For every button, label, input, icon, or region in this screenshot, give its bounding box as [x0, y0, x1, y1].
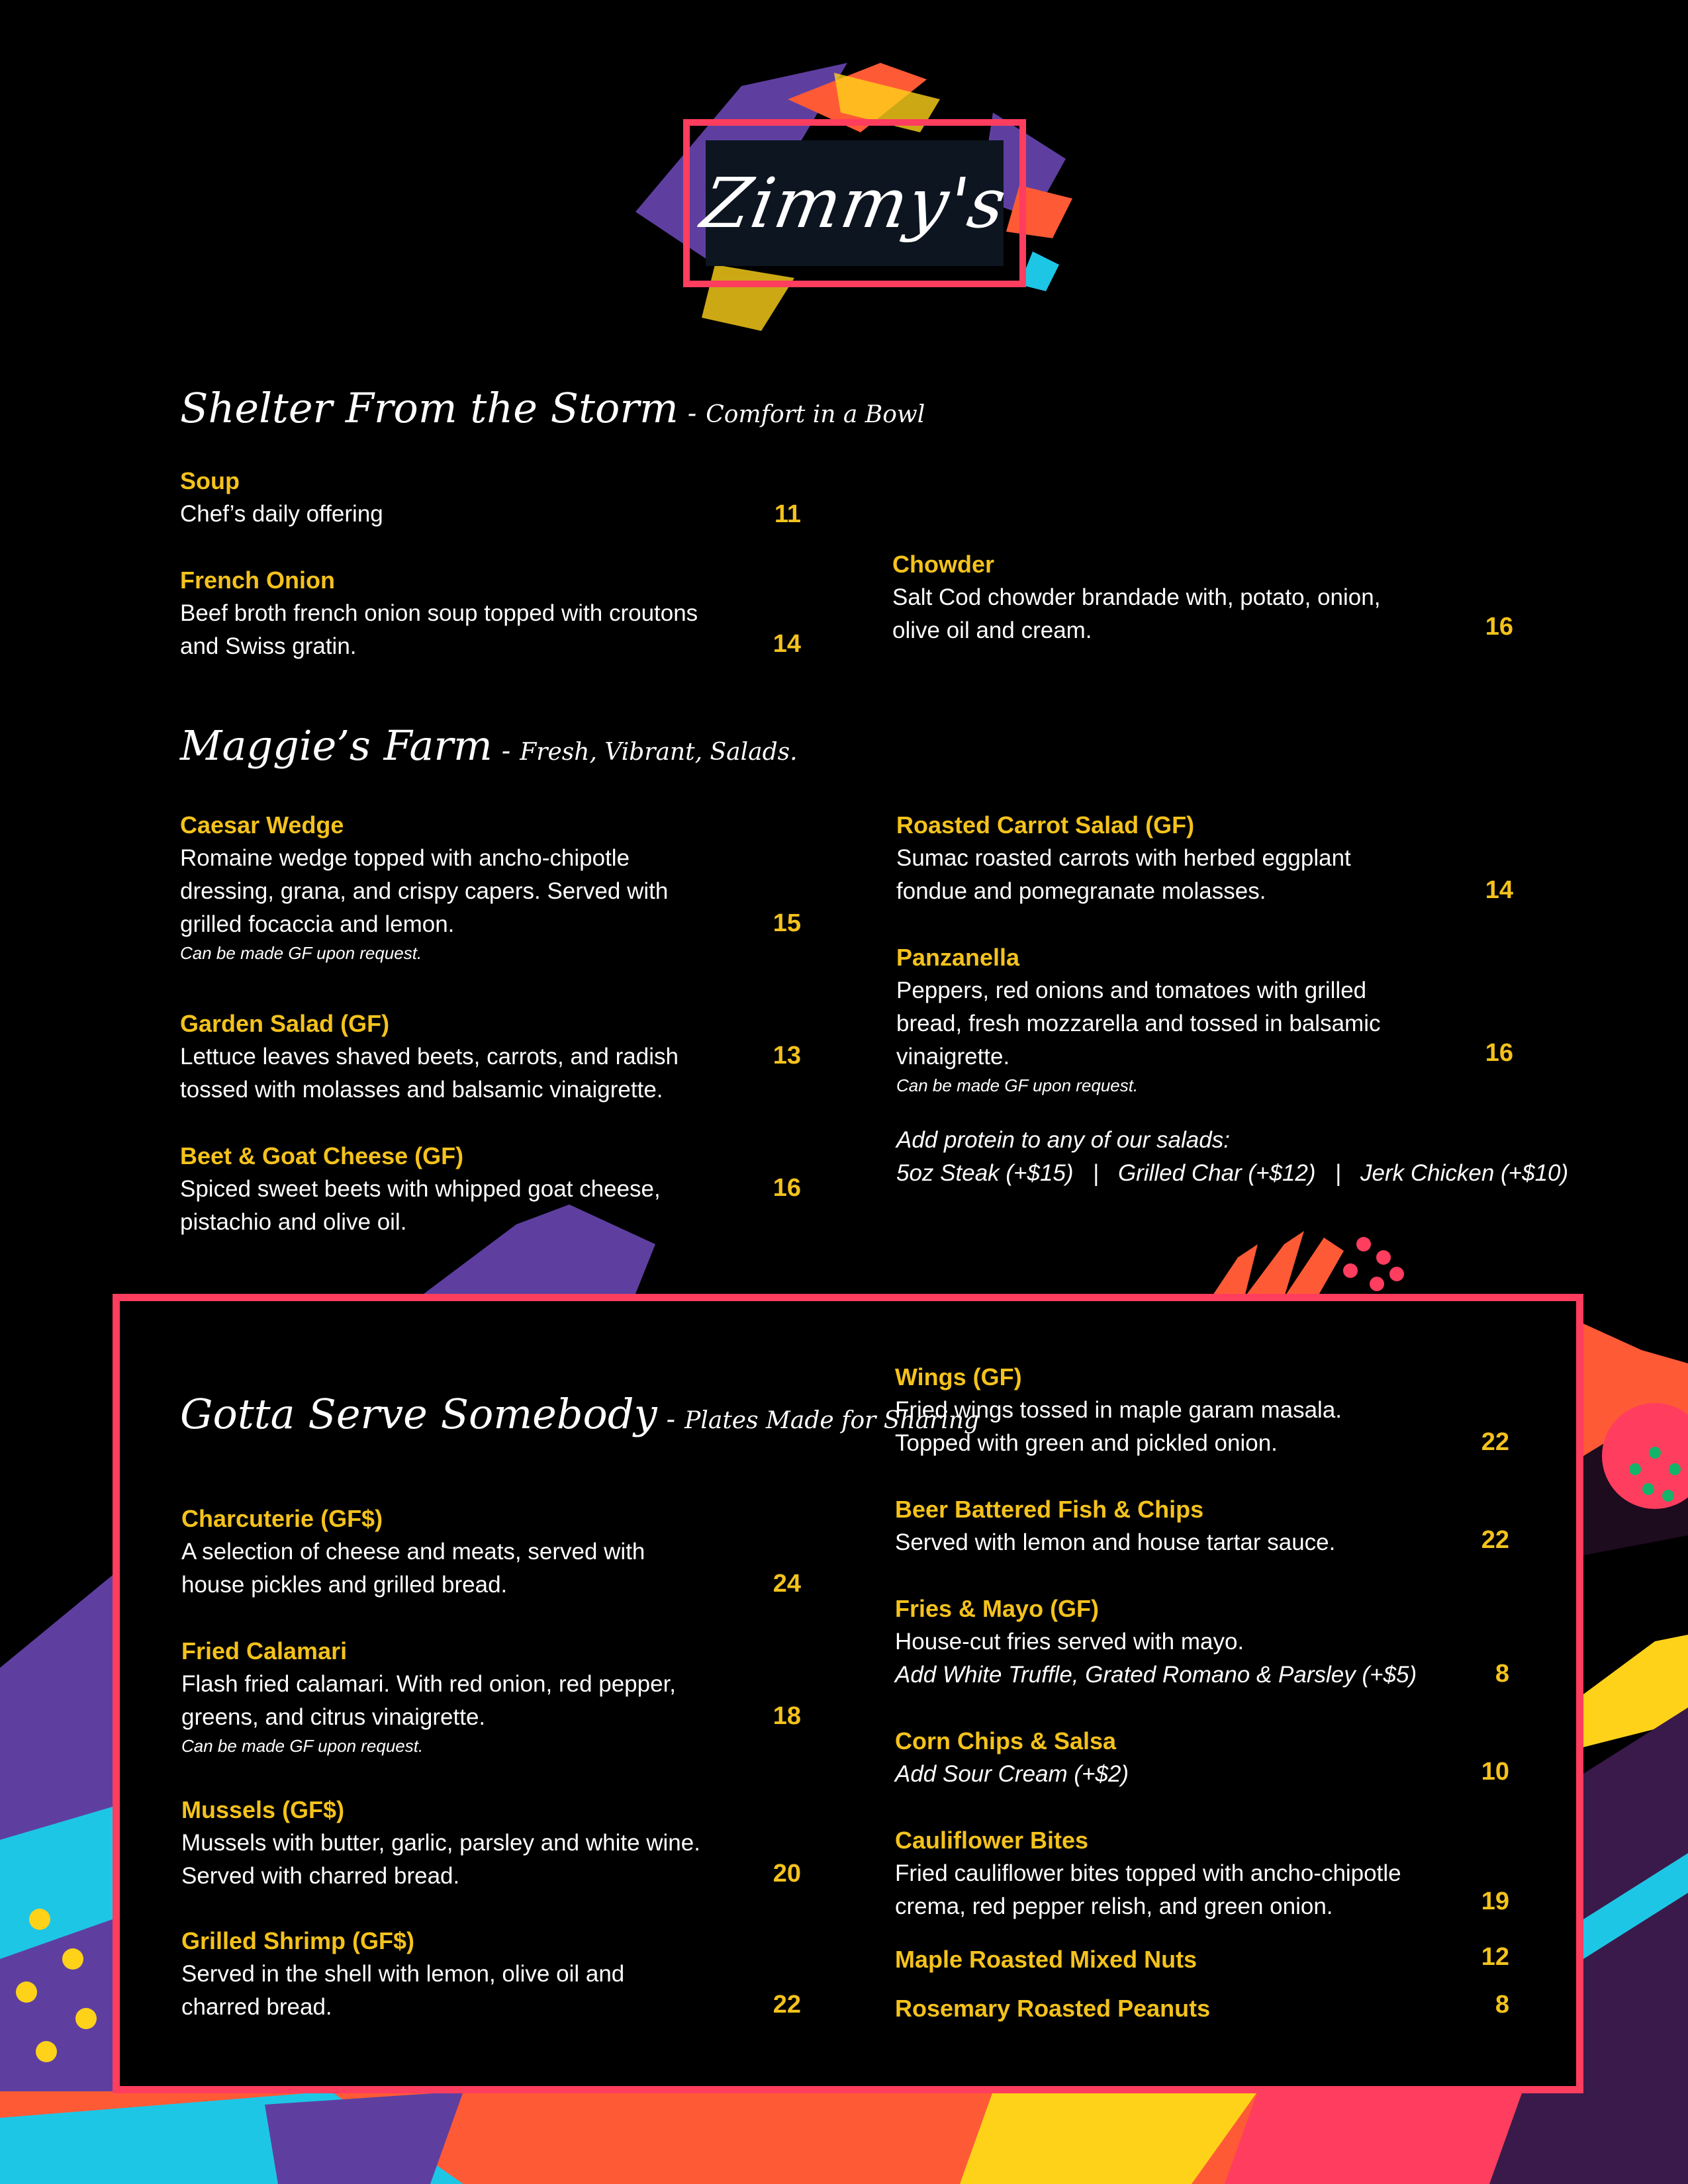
section-separator: -	[666, 1404, 676, 1435]
item-description: Mussels with butter, garlic, parsley and white wine.	[181, 1830, 700, 1856]
item-description: Served with lemon and house tartar sauce.	[895, 1529, 1336, 1555]
item-name: Rosemary Roasted Peanuts	[895, 1995, 1211, 2022]
menu-item-beet-goat-cheese	[180, 1140, 661, 1239]
menu-item-grilled-shrimp	[181, 1925, 624, 2024]
item-price: 22	[773, 1991, 801, 2019]
item-description: vinaigrette.	[896, 1044, 1010, 1069]
menu-item-french-onion	[180, 564, 698, 663]
menu-item-cauliflower-bites	[895, 1824, 1401, 1923]
item-description: Salt Cod chowder brandade with, potato, onion,	[892, 584, 1381, 610]
item-price: 16	[1485, 613, 1513, 641]
item-price: 16	[773, 1174, 801, 1202]
section-title: Gotta Serve Somebody	[180, 1390, 657, 1438]
item-name: French Onion	[180, 567, 335, 594]
item-description: house pickles and grilled bread.	[181, 1572, 508, 1598]
item-name: Caesar Wedge	[180, 811, 344, 839]
section-separator: -	[501, 736, 511, 766]
item-price: 24	[773, 1570, 801, 1598]
item-price: 13	[773, 1042, 801, 1069]
item-name: Mussels (GF$)	[181, 1796, 345, 1823]
item-price: 22	[1481, 1526, 1509, 1554]
menu-item-fish-chips	[895, 1493, 1335, 1559]
item-name: Maple Roasted Mixed Nuts	[895, 1946, 1197, 1973]
logo-text: Zimmy's	[696, 163, 1013, 244]
item-price: 8	[1495, 1660, 1509, 1688]
item-description: Lettuce leaves shaved beets, carrots, and radish	[180, 1044, 679, 1069]
item-description: olive oil and cream.	[892, 617, 1092, 643]
item-description: bread, fresh mozzarella and tossed in balsamic	[896, 1011, 1381, 1036]
item-price: 16	[1485, 1039, 1513, 1067]
item-description: Fried wings tossed in maple garam masala.	[895, 1397, 1342, 1423]
menu-item-wings	[895, 1361, 1342, 1460]
protein-add-on	[896, 1124, 1568, 1190]
item-price: 18	[773, 1702, 801, 1730]
item-description: fondue and pomegranate molasses.	[896, 878, 1266, 904]
menu-item-fries-mayo	[895, 1592, 1417, 1692]
item-description: dressing, grana, and crispy capers. Served with	[180, 878, 669, 904]
section-title: Shelter From the Storm	[180, 384, 679, 432]
item-price: 8	[1495, 1991, 1509, 2019]
section-heading-gotta-serve	[180, 1390, 979, 1438]
item-name: Soup	[180, 467, 240, 494]
item-price: 19	[1481, 1888, 1509, 1915]
section-heading-shelter	[180, 384, 925, 432]
item-price: 22	[1481, 1428, 1509, 1456]
item-name: Panzanella	[896, 944, 1020, 971]
menu-item-chowder	[892, 548, 1380, 647]
item-name: Corn Chips & Salsa	[895, 1727, 1117, 1754]
item-price: 15	[773, 909, 801, 937]
menu-item-fried-calamari	[181, 1635, 676, 1758]
item-description: greens, and citrus vinaigrette.	[181, 1704, 486, 1730]
section-heading-maggies-farm	[180, 721, 798, 770]
item-price: 11	[774, 500, 801, 528]
item-description: Sumac roasted carrots with herbed eggplant	[896, 845, 1351, 871]
item-description: Topped with green and pickled onion.	[895, 1430, 1278, 1456]
item-name: Cauliflower Bites	[895, 1827, 1089, 1854]
menu-item-soup	[180, 465, 383, 531]
section-separator: -	[687, 398, 697, 429]
protein-options: 5oz Steak (+$15) | Grilled Char (+$12) | Jerk Chicken (+$10)	[896, 1160, 1569, 1186]
item-note: Can be made GF upon request.	[896, 1075, 1139, 1095]
item-description: Served in the shell with lemon, olive oil and	[181, 1961, 625, 1987]
menu-item-mussels	[181, 1794, 700, 1893]
logo-panel	[696, 140, 1013, 266]
protein-intro: Add protein to any of our salads:	[896, 1127, 1230, 1153]
item-name: Fries & Mayo (GF)	[895, 1595, 1100, 1622]
item-name: Grilled Shrimp (GF$)	[181, 1927, 415, 1954]
item-description: Beef broth french onion soup topped with croutons	[180, 600, 698, 626]
item-name: Charcuterie (GF$)	[181, 1505, 383, 1532]
item-price: 14	[773, 630, 801, 658]
item-note: Can be made GF upon request.	[181, 1736, 424, 1756]
section-title: Maggie’s Farm	[180, 721, 492, 770]
item-name: Fried Calamari	[181, 1637, 348, 1664]
item-price: 10	[1481, 1758, 1509, 1786]
item-add-on: Add Sour Cream (+$2)	[895, 1761, 1129, 1787]
menu-item-maple-nuts	[895, 1943, 1197, 1976]
section-subtitle: Fresh, Vibrant, Salads.	[520, 739, 798, 766]
menu-item-garden-salad	[180, 1007, 679, 1107]
item-description: A selection of cheese and meats, served with	[181, 1539, 645, 1565]
item-name: Beet & Goat Cheese (GF)	[180, 1142, 464, 1169]
item-price: 20	[773, 1860, 801, 1888]
logo-frame	[683, 119, 1026, 287]
menu-item-panzanella	[896, 941, 1380, 1097]
menu-item-corn-chips	[895, 1725, 1129, 1791]
item-description: Chef’s daily offering	[180, 501, 383, 527]
item-description: House-cut fries served with mayo.	[895, 1629, 1244, 1655]
item-description: and Swiss gratin.	[180, 633, 357, 659]
item-description: charred bread.	[181, 1994, 332, 2020]
item-price: 14	[1485, 876, 1513, 904]
item-description: Flash fried calamari. With red onion, red pepper,	[181, 1671, 677, 1697]
item-note: Can be made GF upon request.	[180, 943, 422, 963]
item-description: Spiced sweet beets with whipped goat cheese,	[180, 1176, 661, 1202]
menu-item-roasted-carrot-salad	[896, 809, 1351, 908]
item-name: Chowder	[892, 551, 995, 578]
item-description: Romaine wedge topped with ancho-chipotle	[180, 845, 630, 871]
item-name: Beer Battered Fish & Chips	[895, 1496, 1204, 1523]
item-description: Served with charred bread.	[181, 1863, 460, 1889]
menu-item-caesar-wedge	[180, 809, 668, 965]
item-name: Wings (GF)	[895, 1363, 1022, 1390]
item-description: Fried cauliflower bites topped with ancho-chipotle	[895, 1860, 1401, 1886]
item-name: Garden Salad (GF)	[180, 1010, 390, 1037]
item-description: tossed with molasses and balsamic vinaigrette.	[180, 1077, 663, 1103]
item-name: Roasted Carrot Salad (GF)	[896, 811, 1195, 839]
item-description: grilled focaccia and lemon.	[180, 911, 455, 937]
section-subtitle: Comfort in a Bowl	[706, 401, 925, 428]
menu-item-rosemary-peanuts	[895, 1992, 1210, 2025]
item-add-on: Add White Truffle, Grated Romano & Parsley (+$5)	[895, 1662, 1417, 1688]
menu-item-charcuterie	[181, 1502, 645, 1602]
item-description: crema, red pepper relish, and green onion.	[895, 1893, 1333, 1919]
item-description: pistachio and olive oil.	[180, 1209, 407, 1235]
section-subtitle: Plates Made for Sharing	[684, 1407, 980, 1434]
item-price: 12	[1481, 1943, 1509, 1971]
item-description: Peppers, red onions and tomatoes with grilled	[896, 978, 1367, 1003]
